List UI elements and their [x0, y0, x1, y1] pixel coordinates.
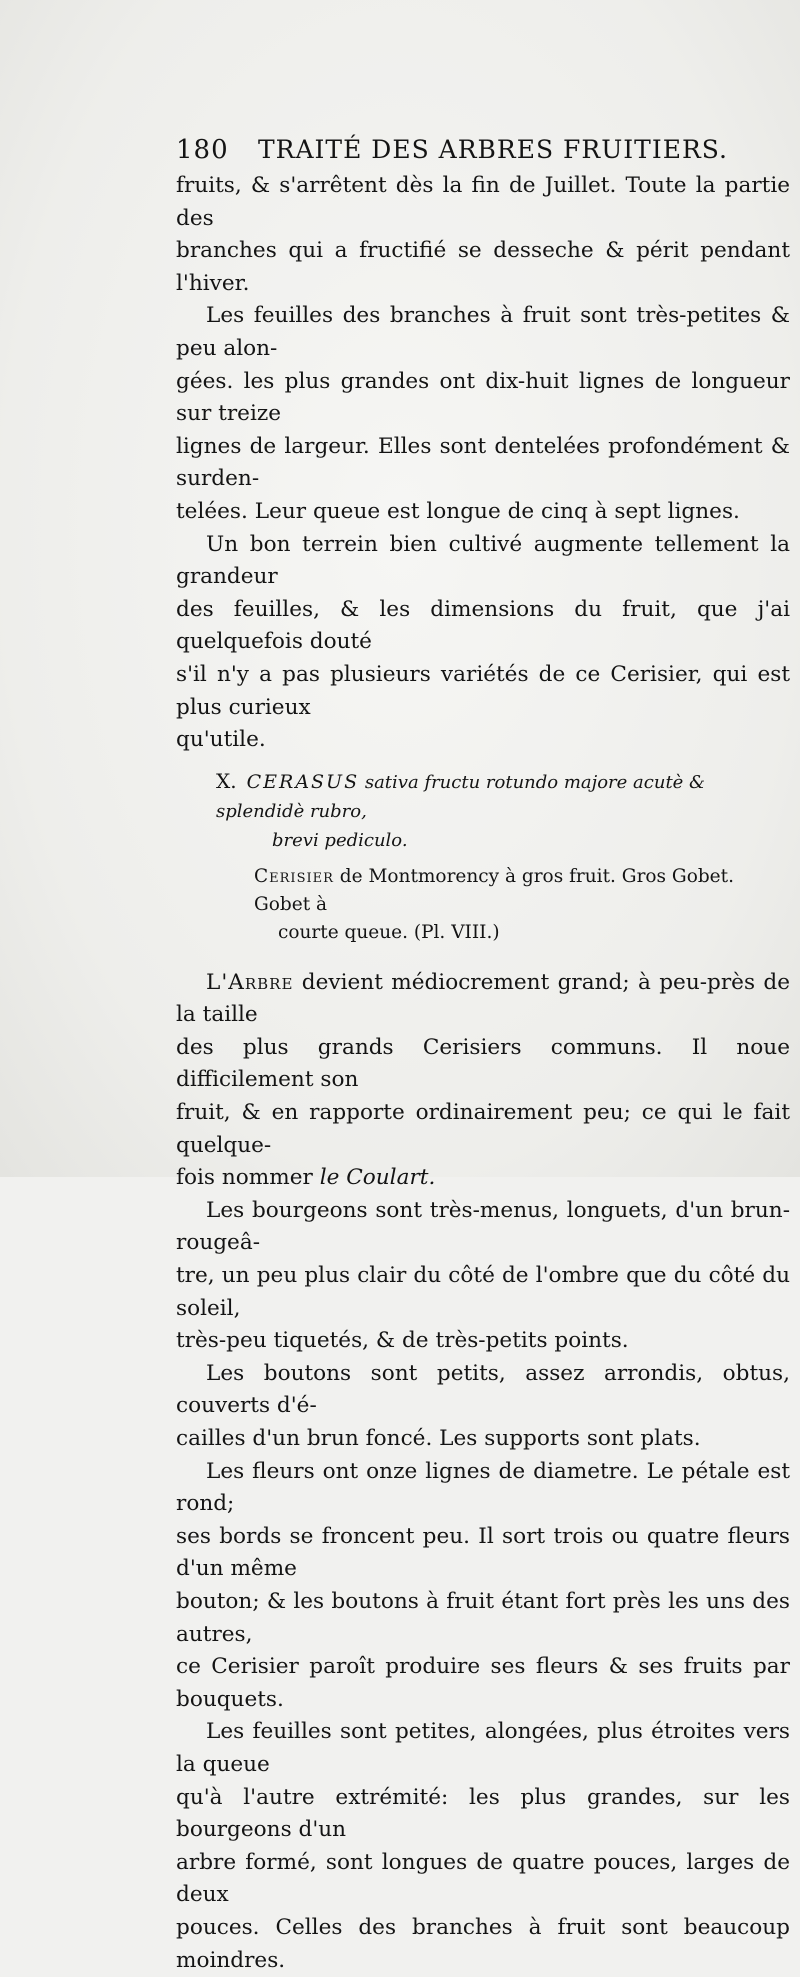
- line: Les feuilles sont petites, alongées, plus étroites vers la queue: [176, 1719, 790, 1777]
- synonym-cont: courte queue. (Pl. VIII.): [278, 921, 500, 943]
- line: arbre formé, sont longues de quatre pouces, larges de deux: [176, 1849, 790, 1908]
- latin-description-cont: brevi pediculo.: [272, 829, 408, 851]
- line: fruit, & en rapporte ordinairement peu; ce qui le fait quelque-: [176, 1100, 790, 1158]
- running-header: [176, 135, 728, 165]
- line: Les feuilles des branches à fruit sont très-petites & peu alon-: [176, 303, 790, 361]
- synonyms: [254, 863, 790, 947]
- latin-description: sativa fructu rotundo majore acutè & splendidè rubro,: [216, 771, 706, 822]
- line: s'il n'y a pas plusieurs variétés de ce Cerisier, qui est plus curieux: [176, 661, 790, 720]
- line: ce Cerisier paroît produire ses fleurs & ses fruits par bouquets.: [176, 1654, 790, 1712]
- page-number: 180: [176, 135, 229, 165]
- line: Les bourgeons sont très-menus, longuets, d'un brun-rougeâ-: [176, 1197, 790, 1256]
- line: ses bords se froncent peu. Il sort trois ou quatre fleurs d'un même: [176, 1523, 790, 1582]
- line: fruits, & s'arrêtent dès la fin de Juillet. Toute la partie des: [176, 173, 790, 231]
- paragraph-2: [176, 300, 790, 528]
- paragraph-3: [176, 529, 790, 757]
- synonym-cap: Cerisier: [254, 865, 334, 887]
- line: qu'à l'autre extrémité: les plus grandes, sur les bourgeons d'un: [176, 1784, 790, 1843]
- line: gées. les plus grandes ont dix-huit lignes de longueur sur treize: [176, 368, 790, 427]
- line: des plus grands Cerisiers communs. Il noue difficilement son: [176, 1034, 790, 1093]
- line: lignes de largeur. Elles sont dentelées profondément & surden-: [176, 433, 790, 492]
- line: devient médiocrement grand; à peu-près de la taille: [176, 969, 790, 1028]
- paragraph-1: [176, 170, 790, 300]
- line: Un bon terrein bien cultivé augmente tellement la grandeur: [176, 531, 790, 590]
- italic-term: le Coulart.: [319, 1165, 436, 1191]
- paragraph-bourgeons: [176, 1195, 790, 1358]
- variety-heading: [216, 767, 790, 855]
- line: très-peu tiquetés, & de très-petits points.: [176, 1328, 629, 1354]
- line: Les boutons sont petits, assez arrondis, obtus, couverts d'é-: [176, 1360, 790, 1419]
- line: tre, un peu plus clair du côté de l'ombre que du côté du soleil,: [176, 1263, 790, 1321]
- variety-latin-name: CERASUS: [246, 770, 360, 793]
- line: bouton; & les boutons à fruit étant fort près les uns des autres,: [176, 1588, 790, 1647]
- line: qu'utile.: [176, 727, 266, 753]
- line: des feuilles, & les dimensions du fruit, que j'ai quelquefois douté: [176, 596, 790, 655]
- variety-number: X.: [216, 768, 237, 793]
- text-body: [176, 170, 790, 1977]
- line: fois nommer: [176, 1165, 313, 1191]
- paragraph-fleurs: [176, 1456, 790, 1717]
- paragraph-feuilles: [176, 1716, 790, 1977]
- synonym-text: de Montmorency à gros fruit. Gros Gobet. Gobet à: [254, 865, 734, 915]
- line: pouces. Celles des branches à fruit sont beaucoup moindres.: [176, 1914, 790, 1973]
- line: branches qui a fructifié se desseche & périt pendant l'hiver.: [176, 238, 790, 296]
- line: telées. Leur queue est longue de cinq à sept lignes.: [176, 498, 740, 524]
- line: cailles d'un brun foncé. Les supports sont plats.: [176, 1426, 701, 1451]
- line: Les fleurs ont onze lignes de diametre. Le pétale est rond;: [176, 1458, 790, 1517]
- paragraph-arbre: [176, 967, 790, 1195]
- paragraph-boutons: [176, 1358, 790, 1456]
- smallcaps-term: L'Arbre: [206, 969, 294, 995]
- header-title: TRAITÉ DES ARBRES FRUITIERS.: [258, 135, 728, 164]
